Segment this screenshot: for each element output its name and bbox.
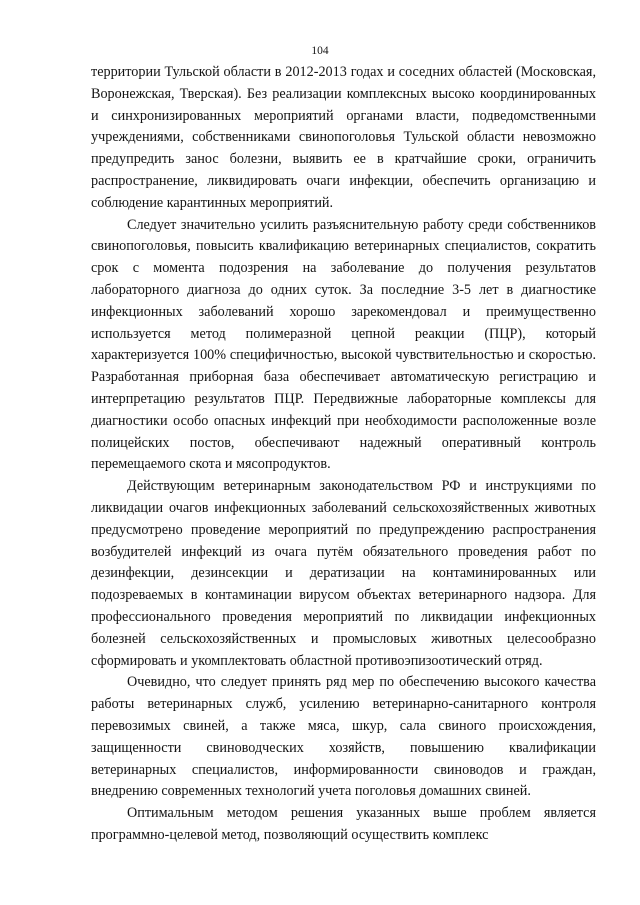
- paragraph-1: территории Тульской области в 2012-2013 годах и соседних областей (Московская, Воронежская, Тверская). Без реализации комплексных высоко координированных и синхронизированных мероприятий органами власти, подведомственными учреждениями, собственниками свинопоголовья Тульской области невозможно предупредить занос болезни, выявить ее в кратчайшие сроки, ограничить распространение, ликвидировать очаги инфекции, обеспечить организацию и соблюдение карантинных мероприятий.: [91, 64, 596, 211]
- paragraph-5: Оптимальным методом решения указанных выше проблем является программно-целевой метод, позволяющий осуществить комплекс: [91, 805, 596, 843]
- paragraph-3: Действующим ветеринарным законодательством РФ и инструкциями по ликвидации очагов инфекционных заболеваний сельскохозяйственных животных предусмотрено проведение мероприятий по предупреждению распространения возбудителей инфекций из очага путём обязательного проведения работ по дезинфекции, дезинсекции и дератизации на контаминированных или подозреваемых в контаминации вирусом объектах ветеринарного надзора. Для профессионального проведения мероприятий по ликвидации инфекционных болезней сельскохозяйственных и промысловых животных целесообразно сформировать и укомплектовать областной противоэпизоотический отряд.: [91, 478, 596, 669]
- body-text: [91, 62, 596, 847]
- paragraph-2: Следует значительно усилить разъяснительную работу среди собственников свинопоголовья, повысить квалификацию ветеринарных специалистов, сократить срок с момента подозрения на заболевание до получения результатов лабораторного диагноза до одних суток. За последние 3-5 лет в диагностике инфекционных заболеваний хорошо зарекомендовал и преимущественно используется метод полимеразной цепной реакции (ПЦР), который характеризуется 100% специфичностью, высокой чувствительностью и скоростью. Разработанная приборная база обеспечивает автоматическую регистрацию и интерпретацию результатов ПЦР. Передвижные лабораторные комплексы для диагностики особо опасных инфекций при необходимости расположенные возле полицейских постов, обеспечивают надежный оперативный контроль перемещаемого скота и мясопродуктов.: [91, 216, 596, 473]
- page-number: 104: [311, 45, 329, 57]
- paragraph-4: Очевидно, что следует принять ряд мер по обеспечению высокого качества работы ветеринарных служб, усилению ветеринарно-санитарного контроля перевозимых свиней, а также мяса, шкур, сала свиного происхождения, защищенности свиноводческих хозяйств, повышению квалификации ветеринарных специалистов, информированности свиноводов и граждан, внедрению современных технологий учета поголовья домашних свиней.: [91, 674, 596, 800]
